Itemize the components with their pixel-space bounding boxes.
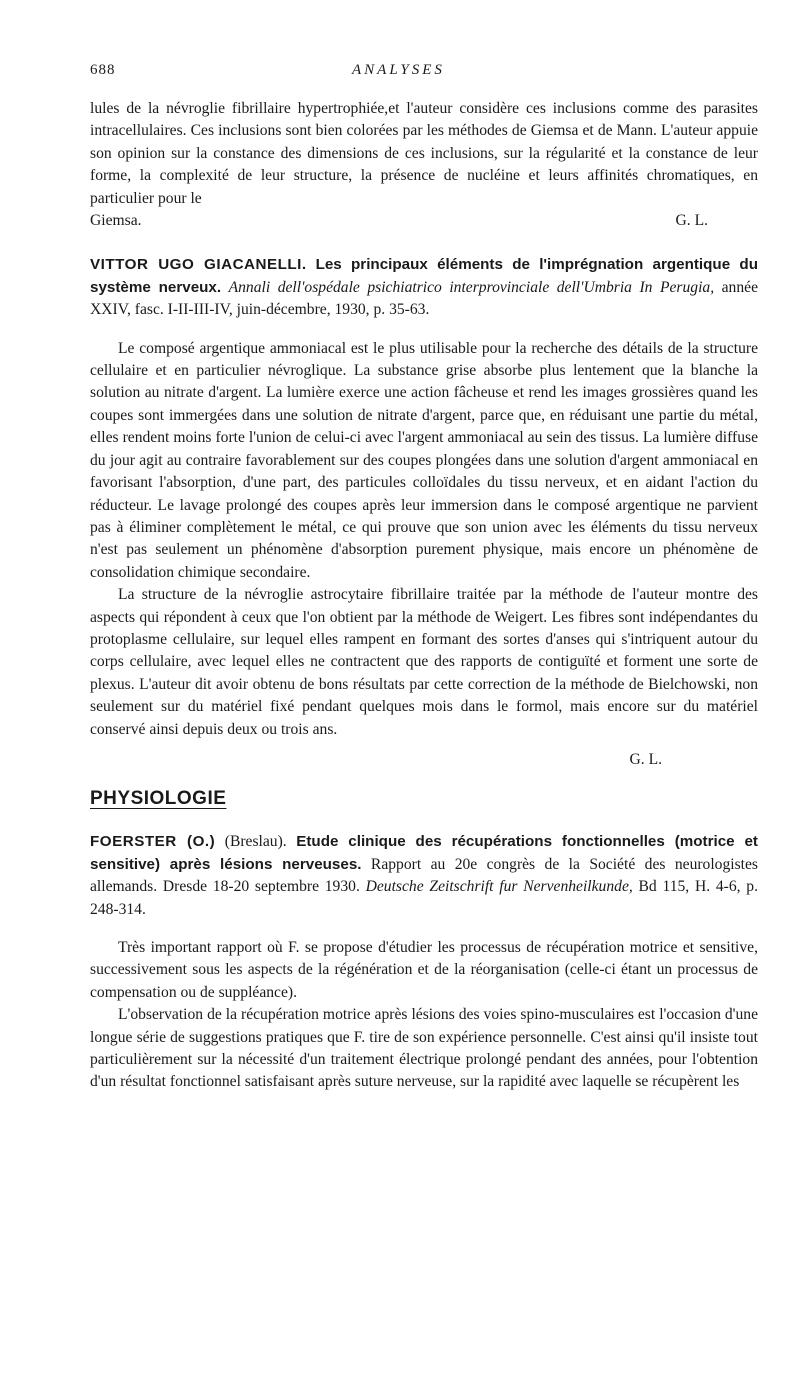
running-header [90, 62, 758, 98]
review-heading [90, 254, 758, 321]
review-heading [90, 831, 758, 921]
review-author-city: (Breslau). [224, 833, 287, 851]
closing-word: Giemsa. [90, 212, 142, 230]
review-body-paragraph: Le composé argentique ammoniacal est le plus utilisable pour la recherche des détails de la structure cellulaire et en particulier névroglique. La substance grise absorbe plus lentement que la blanche la solution au nitrate d'argent. La lumière exerce une action fâcheuse et rend les images grossières quand les coupes sont immergées dans une solution de nitrate d'argent, parce que, en réduisant une partie du métal, elles rendent moins forte l'union de celui-ci avec l'argent ammoniacal au sein des tissus. La lumière diffuse du jour agit au contraire favorablement sur des coupes plongées dans une solution d'argent ammoniacal en favorisant l'absorption, d'une part, des particules colloïdales du tissu nerveux, et en aidant l'action du réducteur. Le lavage prolongé des coupes après leur immersion dans le composé argentique ne parvient pas à éliminer complètement le métal, ce qui prouve que son union avec les éléments du tissu nerveux n'est pas seulement un phénomène d'absorption purement physique, mais encore un phénomène de consolidation chimique secondaire. [90, 339, 758, 581]
review-author: FOERSTER (O.) [90, 833, 216, 851]
review-body-paragraph: lules de la névroglie fibrillaire hypertrophiée,et l'auteur considère ces inclusions comme des parasites intracellulaires. Ces inclusions sont bien colorées par les méthodes de Giemsa et de Mann. L'auteur appuie son opinion sur la constance des dimensions de ces inclusions, sur la régularité et la constance de leur forme, la complexité de leur structure, la présence de nucléine et leurs affinités chromatiques, en particulier pour le [90, 100, 758, 207]
review-journal: Deutsche Zeitschrift fur Nervenheilkunde, [365, 878, 633, 896]
review-author: VITTOR UGO GIACANELLI. [90, 256, 307, 274]
review-closing-line [90, 210, 758, 232]
review-citation: année XXIV, fasc. I-II-III-IV, juin-décembre, 1930, p. 35-63. [90, 278, 758, 319]
review-citation: Rapport au 20e congrès de la Société des neurologistes allemands. Dresde 18-20 septembre 1930. [90, 855, 758, 896]
review-citation-volume: Bd 115, H. 4-6, p. 248-314. [90, 878, 758, 918]
review-foerster [90, 831, 758, 1093]
running-title: ANALYSES [352, 62, 445, 78]
review-article-title: Etude clinique des récupérations fonctionnelles (motrice et sensitive) après lésions nerveuses. [90, 833, 758, 873]
review-body-paragraph: La structure de la névroglie astrocytaire fibrillaire traitée par la méthode de l'auteur montre des aspects qui répondent à ceux que l'on obtient par la méthode de Weigert. Les fibres sont indépendantes du protoplasme cellulaire, sur lequel elles rampent en formant des sortes d'anses qui s'intriquent autour du corps cellulaire, avec lequel elles ne contractent que des rapports de contiguïté et forment une sorte de plexus. L'auteur dit avoir obtenu de bons résultats par cette correction de la méthode de Bielchowski, non seulement sur du matériel fixé pendant quelques mois dans le formol, mais encore sur du matériel conservé ainsi depuis deux ou trois ans. [90, 586, 758, 738]
reviewer-signature: G. L. [675, 212, 708, 230]
review-continuation [90, 98, 758, 232]
page [90, 62, 758, 1382]
page-number: 688 [90, 62, 116, 78]
review-body-paragraph: Très important rapport où F. se propose d'étudier les processus de récupération motrice et sensitive, successivement sous les aspects de la régénération et de la réorganisation (celle-ci étant un processus de compensation ou de suppléance). [90, 939, 758, 1001]
review-journal: Annali dell'ospédale psichiatrico interprovinciale dell'Umbria In Perugia, [228, 278, 715, 296]
section-heading: PHYSIOLOGIE [90, 788, 227, 810]
review-giacanelli [90, 254, 758, 771]
review-article-title: Les principaux éléments de l'imprégnation argentique du système nerveux. [90, 256, 758, 296]
reviewer-signature: G. L. [629, 750, 662, 768]
review-body-paragraph: L'observation de la récupération motrice après lésions des voies spino-musculaires est l'occasion d'une longue série de suggestions pratiques que F. tire de son expérience personnelle. C'est ainsi qu'il insiste tout particulièrement sur la nécessité d'un traitement électrique prolongé pendant des années, pour l'obtention d'un résultat fonctionnel satisfaisant après suture nerveuse, sur la rapidité avec laquelle se récupèrent les [90, 1006, 758, 1091]
